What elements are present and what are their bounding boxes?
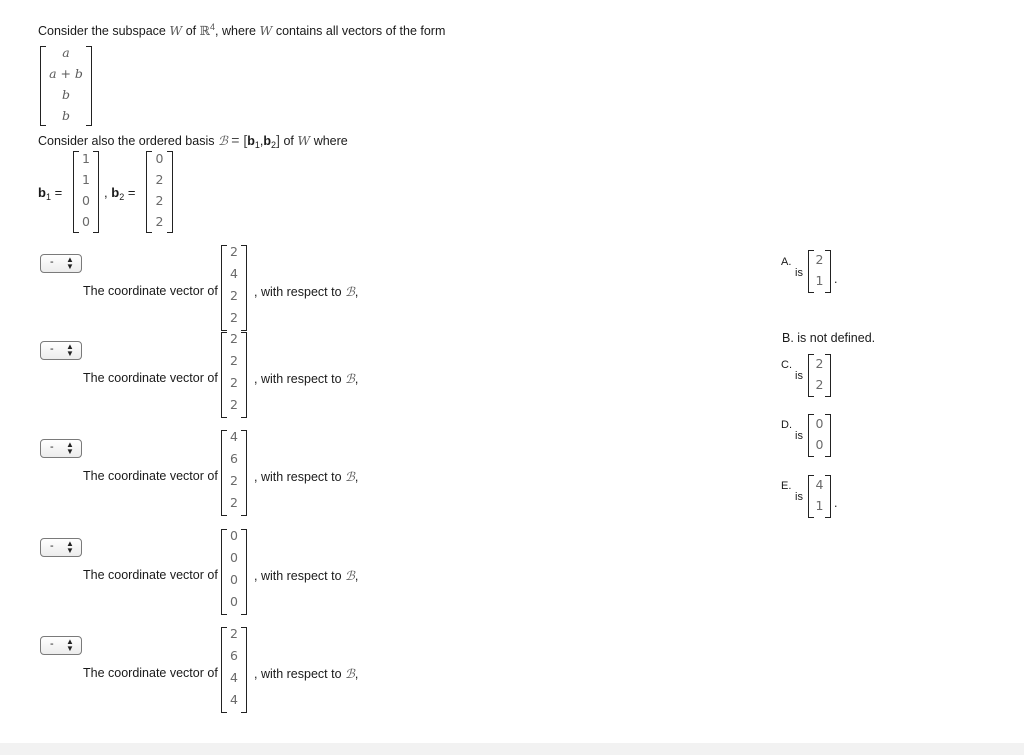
question-prefix: The coordinate vector of (83, 568, 218, 582)
symbol-W: W (297, 133, 311, 148)
matrix-entry: 0 (230, 550, 238, 565)
option-a-letter: A. (781, 256, 792, 268)
select-value: - (50, 343, 54, 355)
intro-part: contains all vectors of the form (275, 24, 446, 39)
symbol-W: W (169, 23, 183, 39)
updown-arrows-icon: ▲ ▼ (66, 539, 74, 555)
matrix-entry: 2 (815, 377, 824, 392)
matrix-entry: 1 (82, 172, 90, 187)
question-suffix (254, 371, 358, 386)
matrix-entry: a (62, 45, 70, 60)
updown-arrows-icon: ▲ ▼ (66, 342, 74, 358)
matrix-entry: 2 (815, 356, 824, 371)
question-prefix: The coordinate vector of (83, 469, 218, 483)
answer-select-1[interactable] (40, 254, 82, 273)
matrix-entry: 0 (230, 572, 238, 587)
option-end: . (834, 272, 838, 286)
suffix-text: , with respect to (254, 667, 342, 681)
subscript: 1 (254, 140, 260, 150)
b2-equation-label (104, 185, 135, 202)
matrix-entry: 2 (230, 244, 238, 259)
select-value: - (50, 638, 54, 650)
b1-label: b (247, 134, 255, 148)
matrix-entry: 0 (815, 437, 824, 452)
symbol-basis-B: ℬ (345, 666, 355, 681)
matrix-entry: 2 (230, 495, 238, 510)
matrix-entry: a + b (49, 66, 83, 81)
suffix-end: , (354, 569, 359, 583)
b1-label: b (38, 185, 46, 200)
suffix-end: , (354, 372, 359, 386)
equals-sign: = (127, 185, 136, 200)
suffix-end: , (354, 667, 359, 681)
updown-arrows-icon: ▲ ▼ (66, 255, 74, 271)
option-is: is (795, 267, 803, 279)
intro-part: , where (215, 24, 257, 39)
symbol-basis-B: ℬ (345, 469, 355, 484)
matrix-entry: 2 (230, 288, 238, 303)
matrix-entry: 0 (815, 416, 824, 431)
question-suffix (254, 568, 358, 583)
subscript: 2 (119, 192, 125, 202)
form-vector-matrix (40, 46, 92, 126)
question-suffix (254, 666, 358, 681)
option-b-text: B. is not defined. (782, 331, 876, 345)
suffix-text: , with respect to (254, 470, 342, 484)
matrix-entry: 2 (230, 331, 238, 346)
subscript: 1 (45, 192, 51, 202)
option-c-letter: C. (781, 359, 792, 371)
symbol-basis-B: ℬ (345, 568, 355, 583)
close-bracket: ] (276, 132, 280, 148)
comma: , (104, 185, 108, 200)
answer-select-5[interactable] (40, 636, 82, 655)
matrix-entry: 0 (82, 193, 90, 208)
intro-part: of (185, 24, 197, 39)
updown-arrows-icon: ▲ ▼ (66, 637, 74, 653)
matrix-entry: 2 (155, 172, 164, 187)
matrix-entry: 2 (230, 397, 238, 412)
basis-intro-part: Consider also the ordered basis (38, 134, 215, 148)
intro-text (38, 22, 445, 38)
suffix-end: , (354, 285, 359, 299)
matrix-entry: 2 (230, 473, 238, 488)
b2-matrix (146, 151, 173, 233)
basis-intro-part: where (313, 134, 348, 148)
question-vector-matrix (221, 332, 247, 418)
matrix-entry: 4 (230, 670, 238, 685)
question-suffix (254, 284, 358, 299)
bottom-strip (0, 743, 1024, 755)
matrix-entry: 0 (82, 214, 90, 229)
question-vector-matrix (221, 430, 247, 516)
matrix-entry: 6 (230, 451, 238, 466)
intro-part: Consider the subspace (38, 24, 166, 39)
basis-intro-part: of (283, 134, 294, 148)
symbol-basis-B: ℬ (345, 284, 355, 299)
question-prefix: The coordinate vector of (83, 666, 218, 680)
answer-select-2[interactable] (40, 341, 82, 360)
suffix-end: , (354, 470, 359, 484)
option-is: is (795, 430, 803, 442)
symbol-W: W (259, 23, 273, 39)
b1-equation-label (38, 185, 62, 202)
option-is: is (795, 370, 803, 382)
question-prefix: The coordinate vector of (83, 284, 218, 298)
select-value: - (50, 540, 54, 552)
comma: , (259, 134, 264, 148)
matrix-entry: 1 (815, 273, 824, 288)
matrix-entry: b (61, 108, 70, 123)
question-vector-matrix (221, 529, 247, 615)
symbol-R: ℝ (199, 23, 210, 39)
option-is: is (795, 491, 803, 503)
matrix-entry: 2 (815, 252, 824, 267)
matrix-entry: 0 (230, 594, 238, 609)
matrix-entry: 6 (230, 648, 238, 663)
matrix-entry: 2 (230, 375, 238, 390)
basis-intro-text (38, 132, 348, 150)
subscript: 2 (271, 140, 277, 150)
answer-select-4[interactable] (40, 538, 82, 557)
select-value: - (50, 441, 54, 453)
updown-arrows-icon: ▲ ▼ (66, 440, 74, 456)
option-d-vector (808, 414, 831, 457)
question-prefix: The coordinate vector of (83, 371, 218, 385)
option-end: . (834, 496, 838, 510)
suffix-text: , with respect to (254, 372, 342, 386)
matrix-entry: 2 (155, 214, 164, 229)
select-value: - (50, 256, 54, 268)
option-d-letter: D. (781, 419, 792, 431)
matrix-entry: 1 (82, 151, 90, 166)
answer-select-3[interactable] (40, 439, 82, 458)
suffix-text: , with respect to (254, 569, 342, 583)
b2-label: b (263, 134, 272, 148)
matrix-entry: 2 (155, 193, 164, 208)
option-c-vector (808, 354, 831, 397)
b1-matrix (73, 151, 99, 233)
matrix-entry: 2 (230, 310, 238, 325)
matrix-entry: 4 (230, 429, 238, 444)
matrix-entry: b (61, 87, 70, 102)
question-vector-matrix (221, 627, 247, 713)
option-a-vector (808, 250, 831, 293)
matrix-entry: 4 (230, 266, 238, 281)
superscript-4: 4 (210, 22, 216, 32)
option-e-letter: E. (781, 480, 792, 492)
question-suffix (254, 469, 358, 484)
symbol-basis-B: ℬ (345, 371, 355, 386)
equals-sign: = (54, 185, 63, 200)
b2-label: b (111, 185, 120, 200)
question-vector-matrix (221, 245, 247, 331)
matrix-entry: 0 (230, 528, 238, 543)
matrix-entry: 4 (815, 477, 824, 492)
suffix-text: , with respect to (254, 285, 342, 299)
matrix-entry: 4 (230, 692, 238, 707)
matrix-entry: 1 (815, 498, 824, 513)
symbol-basis-B: ℬ (217, 133, 228, 148)
matrix-entry: 0 (155, 151, 164, 166)
matrix-entry: 2 (230, 353, 238, 368)
matrix-entry: 2 (230, 626, 238, 641)
option-e-vector (808, 475, 831, 518)
equals-bracket: = [ (231, 132, 248, 148)
